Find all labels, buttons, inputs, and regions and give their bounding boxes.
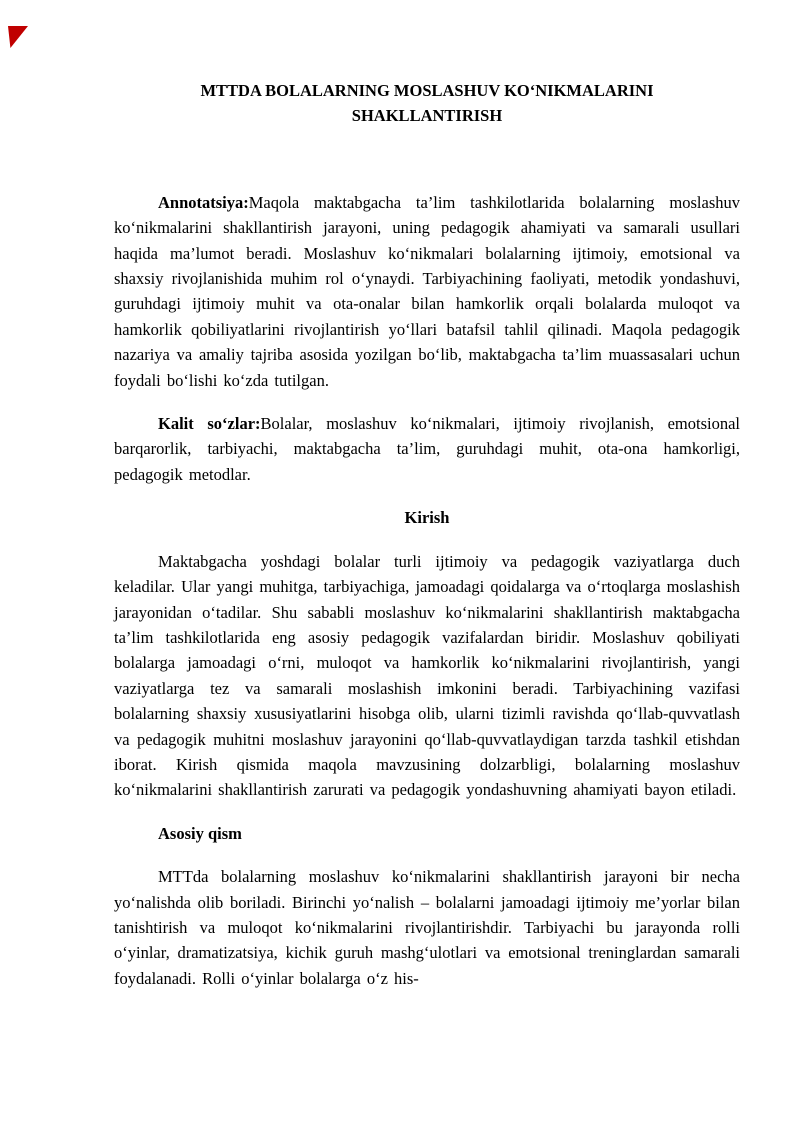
document-title — [114, 78, 740, 129]
keywords-text: Bolalar, moslashuv ko‘nikmalari, ijtimoiy rivojlanish, emotsional barqarorlik, tarbiyachi, maktabgacha ta’lim, guruhdagi muhit, ota-ona hamkorligi, pedagogik metodlar. — [114, 414, 741, 484]
keywords-label: Kalit so‘zlar: — [158, 414, 261, 434]
annotation-label: Annotatsiya: — [158, 192, 249, 212]
document-title-line2: SHAKLLANTIRISH — [351, 106, 503, 126]
red-corner-mark — [8, 26, 28, 48]
asosiy-qism-heading: Asosiy qism — [158, 823, 242, 843]
annotation-text: Maqola maktabgacha ta’lim tashkilotlarida bolalarning moslashuv ko‘nikmalarini shakllantirish jarayoni, uning pedagogik ahamiyati va samarali usullari haqida ma’lumot beradi. Moslashuv ko‘nikmalari bolalarning ijtimoiy, emotsional va shaxsiy rivojlanishida muhim rol o‘ynaydi. Tarbiyachining faoliyati, metodik yondashuvi, guruhdagi ijtimoiy muhit va ota-onalar bilan hamkorlik orqali bolalarda muloqot va hamkorlik qobiliyatlarini rivojlantirish yo‘llari batafsil tahlil qilinadi. Maqola pedagogik nazariya va amaliy tajriba asosida yozilgan bo‘lib, maktabgacha ta’lim muassasalari uchun foydali bo‘lishi ko‘zda tutilgan. — [114, 192, 740, 390]
asosiy-qism-paragraph: MTTda bolalarning moslashuv ko‘nikmalarini shakllantirish jarayoni bir necha yo‘nalishda olib boriladi. Birinchi yo‘nalish – bolalarni jamoadagi ijtimoiy me’yorlar bilan tanishtirish va muloqot ko‘nikmalarini rivojlantirishdir. Tarbiyachi bu jarayonda rolli o‘yinlar, dramatizatsiya, kichik guruh mashg‘ulotlari va emotsional treninglardan samarali foydalanadi. Rolli o‘yinlar bolalarga o‘z his- — [114, 867, 740, 988]
kirish-paragraph: Maktabgacha yoshdagi bolalar turli ijtimoiy va pedagogik vaziyatlarga duch keladilar. Ular yangi muhitga, tarbiyachiga, jamoadagi qoidalarga va o‘rtoqlarga moslashish jarayonidan o‘tadilar. Shu sababli moslashuv ko‘nikmalarini shakllantirish maktabgacha ta’lim tashkilotlarida eng asosiy pedagogik vazifalardan biridir. Moslashuv qobiliyati bolalarga jamoadagi o‘rni, muloqot va hamkorlik ko‘nikmalarini rivojlantirish, yangi vaziyatlarga tez va samarali moslashish imkonini beradi. Tarbiyachining vazifasi bolalarning shaxsiy xususiyatlarini hisobga olib, ularni tizimli ravishda qo‘llab-quvvatlash va pedagogik muhitni moslashuv jarayonini qo‘llab-quvvatlaydigan tarzda tashkil etishdan iborat. Kirish qismida maqola mavzusining dolzarbligi, bolalarning moslashuv ko‘nikmalarini shakllantirish zarurati va pedagogik yondashuvning ahamiyati bayon etiladi. — [114, 551, 740, 800]
document-title-line1: MTTDA BOLALARNING MOSLASHUV KO‘NIKMALARINI — [200, 81, 654, 100]
annotation-paragraph — [114, 190, 740, 393]
keywords-paragraph — [114, 411, 740, 487]
kirish-heading: Kirish — [404, 508, 450, 528]
